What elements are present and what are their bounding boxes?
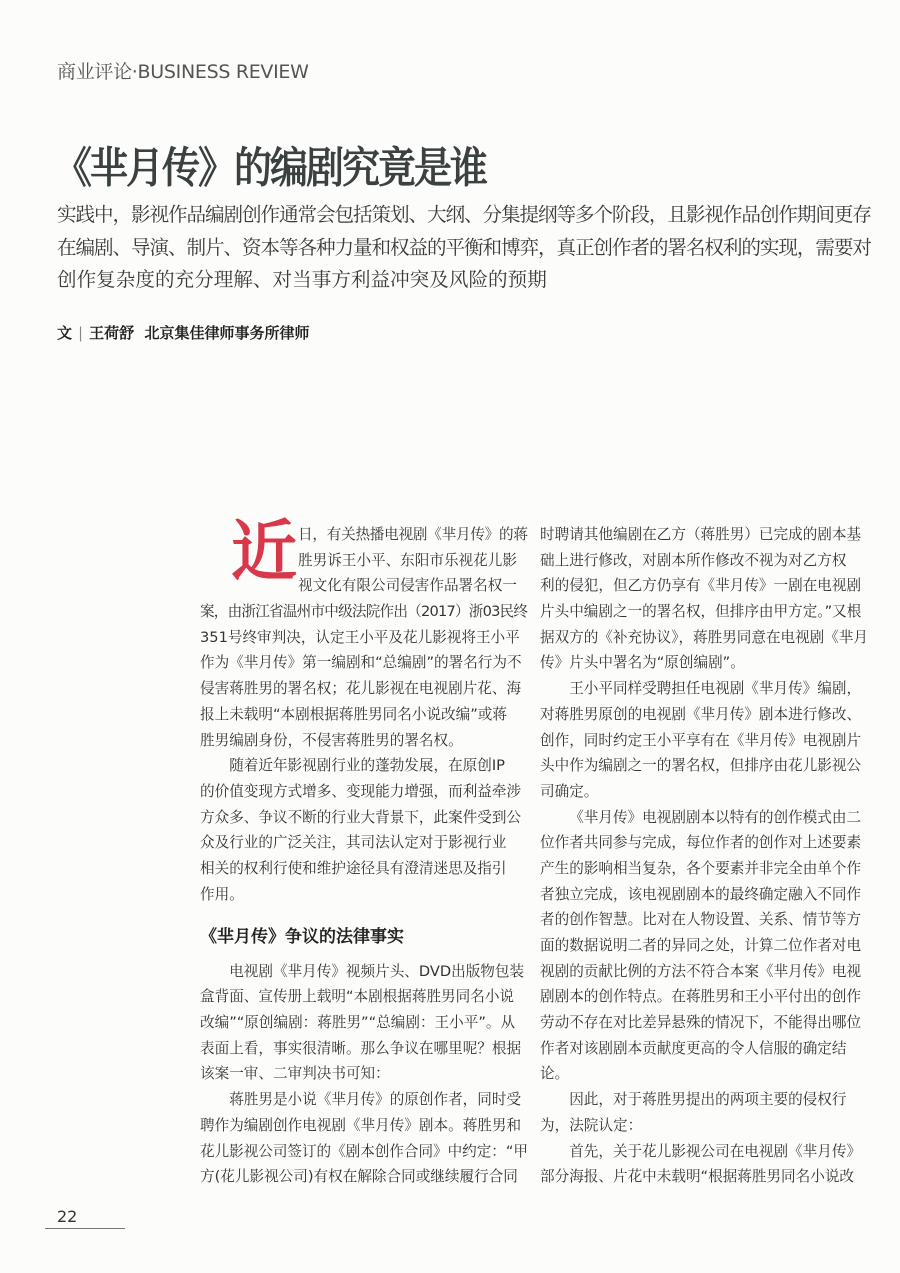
paragraph [200,753,528,907]
text-line: 方众多、争议不断的行业大背景下，此案件受到公 [200,808,522,826]
text-line: 盒背面、宣传册上载明“本剧根据蒋胜男同名小说 [200,988,515,1006]
section-heading: 《芈月传》争议的法律事实 [200,927,404,948]
text-line: 视剧的贡献比例的方法不符合本案《芈月传》电视 [540,962,862,980]
text-line: 部分海报、片花中未载明“根据蒋胜男同名小说改 [540,1168,855,1186]
text-line: 作者对该剧剧本贡献度更高的令人信服的确定结 [540,1039,847,1057]
byline-affiliation: 北京集佳律师事务所律师 [144,324,310,342]
page-number: 22 [57,1207,78,1226]
byline-separator: | [78,324,84,342]
subtitle-line: 在编剧、导演、制片、资本等各种力量和权益的平衡和博弈，真正创作者的署名权利的实现，需要对 [57,235,871,259]
byline-prefix: 文 [57,324,73,342]
text-line: 《芈月传》电视剧剧本以特有的创作模式由二 [569,808,862,826]
text-line: 报上未载明“本剧根据蒋胜男同名小说改编”或蒋 [200,705,507,723]
text-line: 的价值变现方式增多、变现能力增强，而利益牵涉 [200,782,522,800]
text-line: 劳动不存在对比差异悬殊的情况下，不能得出哪位 [540,1014,862,1032]
text-line: 改编”“原创编剧：蒋胜男”“总编剧：王小平”。从 [200,1014,516,1032]
paragraph [540,522,868,676]
text-line: 案，由浙江省温州市中级法院作出（2017）浙03民终 [200,603,528,621]
text-line: 产生的影响相当复杂，各个要素并非完全由单个作 [540,859,862,877]
byline [57,322,310,343]
text-line: 利的侵犯，但乙方仍享有《芈月传》一剧在电视剧 [540,577,862,595]
article-title: 《芈月传》的编剧究竟是谁 [54,143,487,193]
text-line: 该案一审、二审判决书可知： [200,1065,390,1083]
text-line: 因此，对于蒋胜男提出的两项主要的侵权行 [569,1091,847,1109]
text-line: 蒋胜男是小说《芈月传》的原创作者，同时受 [229,1091,522,1109]
text-line: 日，有关热播电视剧《芈月传》的蒋 [298,526,528,543]
byline-author: 王荷舒 [89,324,135,342]
text-line: 创作，同时约定王小平享有在《芈月传》电视剧片 [540,731,862,749]
text-line: 电视剧《芈月传》视频片头、DVD出版物包装 [229,962,525,980]
right-column [540,522,868,1190]
text-line: 对蒋胜男原创的电视剧《芈月传》剧本进行修改、 [540,705,862,723]
text-line: 胜男编剧身份，不侵害蒋胜男的署名权。 [200,731,463,749]
text-line: 面的数据说明二者的异同之处，计算二位作者对电 [540,937,862,954]
text-line: 者的创作智慧。比对在人物设置、关系、情节等方 [540,911,862,929]
text-line: 司确定。 [540,782,599,800]
text-line: 据双方的《补充协议》，蒋胜男同意在电视剧《芈月 [540,628,868,646]
section-header: 商业评论·BUSINESS REVIEW [57,61,309,83]
text-line: 侵害蒋胜男的署名权；花儿影视在电视剧片花、海 [200,680,522,698]
text-line: 众及行业的广泛关注，其司法认定对于影视行业 [200,834,507,852]
text-line: 剧剧本的创作特点。在蒋胜男和王小平付出的创作 [540,988,862,1006]
text-line: 花儿影视公司签订的《剧本创作合同》中约定：“甲 [200,1142,528,1160]
paragraph [540,1139,868,1190]
text-line: 相关的权利行使和维护途径具有澄清迷思及指引 [200,859,507,877]
article-subtitle [57,199,872,297]
text-line: 351号终审判决，认定王小平及花儿影视将王小平 [200,628,520,646]
paragraph [200,959,528,1087]
drop-cap: 近 [231,513,297,590]
text-line: 传》片头中署名为“原创编剧”。 [540,654,745,672]
paragraph [540,805,868,1088]
text-line: 位作者共同参与完成，每位作者的创作对上述要素 [540,834,862,852]
text-line: 方(花儿影视公司)有权在解除合同或继续履行合同 [200,1168,518,1186]
text-line: 时聘请其他编剧在乙方（蒋胜男）已完成的剧本基 [540,526,862,543]
text-line: 聘作为编剧创作电视剧《芈月传》剧本。蒋胜男和 [200,1116,522,1134]
paragraph [200,522,528,753]
paragraph [200,1087,528,1190]
text-line: 头中作为编剧之一的署名权，但排序由花儿影视公 [540,757,862,775]
left-column [200,522,528,1190]
text-line: 者独立完成，该电视剧剧本的最终确定融入不同作 [540,885,862,903]
text-line: 论。 [540,1065,570,1083]
paragraph [540,676,868,804]
page-number-rule [45,1228,125,1229]
text-line: 为，法院认定： [540,1116,643,1134]
text-line: 王小平同样受聘担任电视剧《芈月传》编剧， [569,680,862,698]
text-line: 片头中编剧之一的署名权，但排序由甲方定。”又根 [540,603,862,621]
text-line: 首先，关于花儿影视公司在电视剧《芈月传》 [569,1142,862,1160]
text-line: 胜男诉王小平、东阳市乐视花儿影 [298,551,517,569]
text-line: 表面上看，事实很清晰。那么争议在哪里呢？根据 [200,1039,522,1057]
text-line: 作为《芈月传》第一编剧和“总编剧”的署名行为不 [200,654,522,672]
text-line: 随着近年影视剧行业的蓬勃发展，在原创IP [229,757,505,775]
text-line: 作用。 [200,885,244,903]
paragraph [540,1087,868,1138]
text-line: 础上进行修改，对剧本所作修改不视为对乙方权 [540,551,847,569]
subtitle-line: 实践中，影视作品编剧创作通常会包括策划、大纲、分集提纲等多个阶段，且影视作品创作期间更存 [57,203,871,226]
text-line: 视文化有限公司侵害作品署名权一 [298,577,517,595]
subtitle-line: 创作复杂度的充分理解、对当事方利益冲突及风险的预期 [57,268,547,291]
